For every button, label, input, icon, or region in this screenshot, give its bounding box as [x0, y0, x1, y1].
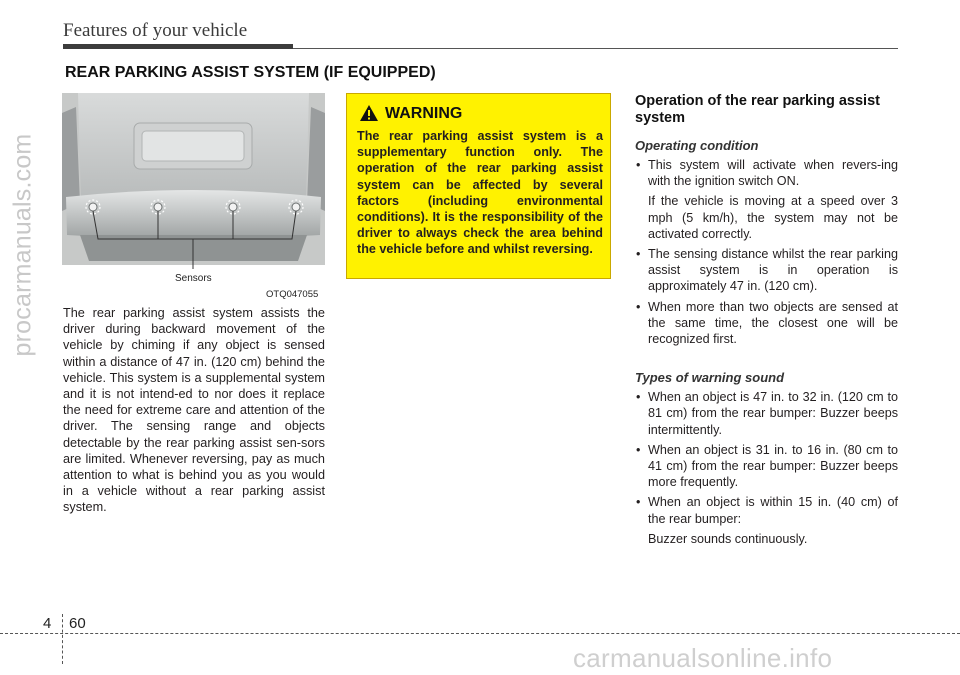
warning-box — [346, 93, 611, 279]
condition-paragraph-1: If the vehicle is moving at a speed over 3 mph (5 km/h), the system may not be activated correctly. — [648, 194, 898, 241]
condition-bullet-2: • The sensing distance whilst the rear parking assist system is in operation is approximately 47 in. (120 cm). — [635, 246, 898, 295]
section-title: REAR PARKING ASSIST SYSTEM (IF EQUIPPED) — [65, 64, 436, 81]
page-header-title: Features of your vehicle — [63, 20, 248, 41]
operating-condition-heading: Operating condition — [635, 138, 759, 153]
sound-bullet-1: • When an object is 47 in. to 32 in. (120 cm to 81 cm) from the rear bumper: Buzzer beeps intermittently. — [635, 389, 898, 438]
vehicle-rear-illustration — [62, 93, 325, 299]
warning-text: The rear parking assist system is a supplementary function only. The operation of the rear parking assist system can be affected by several factors (including environmental conditions). It is the responsibility of the driver to always check the area behind the vehicle before and whilst reversing. — [357, 129, 603, 257]
sensors-label: Sensors — [175, 273, 212, 284]
chapter-number: 4 — [43, 615, 52, 632]
sound-paragraph-3: Buzzer sounds continuously. — [648, 531, 808, 546]
sound-bullet-3: • When an object is within 15 in. (40 cm) of the rear bumper: — [635, 494, 898, 526]
header-rule-thin — [293, 48, 898, 49]
footer-rule — [0, 633, 960, 634]
rear-bumper-figure — [62, 93, 325, 299]
warning-title: WARNING — [385, 105, 463, 122]
side-watermark-text: procarmanuals.com — [8, 133, 36, 357]
operation-column — [635, 93, 898, 547]
side-watermark — [5, 80, 40, 410]
condition-bullet-3: • When more than two objects are sensed at the same time, the closest one will be recognized first. — [635, 299, 898, 348]
header-rule-thick — [63, 44, 293, 49]
warning-triangle-icon — [359, 104, 379, 122]
sound-bullet-2: • When an object is 31 in. to 16 in. (80 cm to 41 cm) from the rear bumper: Buzzer beeps more frequently. — [635, 442, 898, 491]
page-number: 60 — [69, 615, 86, 632]
footer-divider — [62, 614, 63, 664]
figure-code: OTQ047055 — [266, 289, 319, 300]
operation-heading: Operation of the rear parking assist system — [635, 93, 880, 126]
warning-sound-heading: Types of warning sound — [635, 370, 785, 386]
footer-watermark: carmanualsonline.info — [573, 643, 833, 673]
intro-paragraph: The rear parking assist system assists the driver during backward movement of the vehicle by chiming if any object is sensed within a distance of 47 in. (120 cm) behind the vehicle. This system is a supplemental system and it is not intend-ed to nor does it replace the need for extreme care and attention of the driver. The sensing range and objects detectable by the rear parking assist sen-sors are limited. Whenever reversing, pay as much attention to what is behind you as you would in a vehicle without a rear parking assist system. — [63, 306, 325, 515]
condition-bullet-1: • This system will activate when revers-ing with the ignition switch ON. — [635, 157, 898, 189]
